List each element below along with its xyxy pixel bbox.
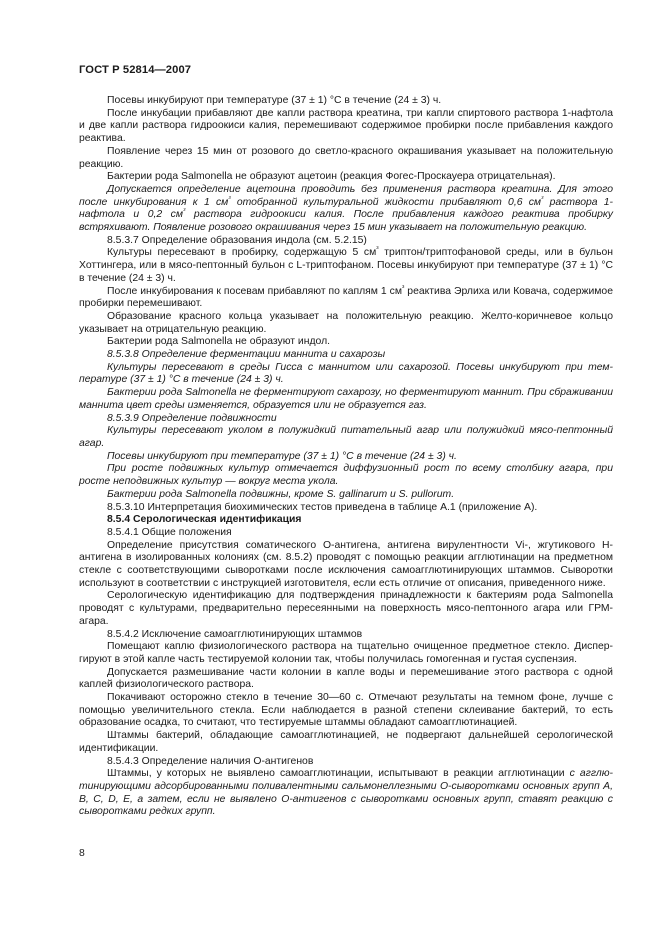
- paragraph: Появление через 15 мин от розового до светло-красного окрашивания указывает на положительную реакцию.: [79, 145, 613, 170]
- paragraph: После инкубации прибавляют две капли раствора креатина, три капли спиртового раствора 1-нафтола и две капли раствора гидроокиси калия, перемешивают содержимое пробирки после прибавления каждого реактива.: [79, 107, 613, 145]
- paragraph: Образование красного кольца указывает на положительную реакцию. Желто-коричневое кольцо указывает на отрицательную реакцию.: [79, 310, 613, 335]
- paragraph: 8.5.3.9 Определение подвижности: [107, 412, 277, 424]
- paragraph: Покачивают осторожно стекло в течение 30—60 с. Отмечают результаты на темном фоне, лучше с помощью увеличительного стекла. Если наблюдается в разной степени склеивание бактерий, то есть образование осадка, то считают, что тестируемые штаммы обладают самоагглютинацией.: [79, 692, 613, 729]
- paragraph: 8.5.4.3 Определение наличия О-антигенов: [107, 755, 314, 767]
- paragraph: Культуры пересевают в среды Гисса с маннитом или сахарозой. Посевы инкубируют при температуре (37 ± 1) °С в течение (24 ± 3) ч.: [79, 361, 613, 386]
- page-number: 8: [79, 848, 85, 859]
- document-body: [79, 95, 613, 819]
- document-header: ГОСТ Р 52814—2007: [79, 64, 192, 76]
- paragraph: Штаммы бактерий, обладающие самоагглютинацией, не подвергают дальнейшей серологической идентификации.: [79, 730, 613, 754]
- paragraph: Культуры пересевают уколом в полужидкий питательный агар или полужидкий мясо-пептонный агар.: [79, 425, 613, 449]
- paragraph: 8.5.3.7 Определение образования индола (см. 5.2.15): [107, 234, 367, 246]
- paragraph: Посевы инкубируют при температуре (37 ± 1) °С в течение (24 ± 3) ч.: [107, 450, 457, 462]
- paragraph: [79, 768, 613, 819]
- paragraph: 8.5.4 Серологическая идентификация: [107, 514, 302, 526]
- paragraph: Серологическую идентификацию для подтверждения принадлежности к бактериям рода Salmonella проводят с культурами, предварительно пересеянными на поверхность мясо-пептонного агара или ГРМ-агара.: [79, 590, 613, 627]
- paragraph: Бактерии рода Salmonella подвижны, кроме S. gallinarum и S. pullorum.: [107, 488, 455, 500]
- paragraph: Бактерии рода Salmonella не ферментируют сахарозу, но ферментируют маннит. При сбраживании маннита цвет среды изменяется, образуется или не образуется газ.: [79, 387, 614, 411]
- paragraph: Помещают каплю физиологического раствора на тщательно очищенное предметное стекло. Диспергируют в этой капле часть тестируемой колонии так, чтобы получилась гомогенная и густая суспензия.: [79, 641, 613, 665]
- paragraph-italic-rest: с агглютинирующими адсорбированными поливалентными сальмонеллезными О-сыворотками основных групп А, В, С, D, Е, а затем, если не выявлено О-антигенов с сыворотками основных групп, ставят реакцию с сыворотками редких групп.: [79, 768, 613, 818]
- paragraph: Бактерии рода Salmonella не образуют индол.: [107, 336, 331, 348]
- paragraph: Бактерии рода Salmonella не образуют ацетоин (реакция Фогес-Проскауера отрицательная).: [107, 171, 556, 183]
- paragraph: При росте подвижных культур отмечается диффузионный рост по всему столбику агара, при росте неподвижных культур — вокруг места укола.: [79, 463, 613, 488]
- paragraph: Определение присутствия соматического О-антигена, антигена вирулентности Vi-, жгутикового Н-антигена в изолированных колониях (см. 8.5.2) проводят с помощью реакции агглютинации на предметном стекле с соответствующими сыворотками после исключения самоагглютинирующих штаммов. Сыворотки используют в соответствии с инструкцией изготовителя, если есть отличие от описания, приведенного ниже.: [79, 539, 613, 589]
- paragraph: Культуры пересевают в пробирку, содержащую 5 $см^{^3}$ триптон/триптофановой среды, или в бульон Хоттингера, или в мясо-пептонный бульон с L-триптофаном. Посевы инкубируют при температуре (37 ± 1) °С в течение (24 ± 3) ч.: [79, 246, 613, 284]
- paragraph: Посевы инкубируют при температуре (37 ± 1) °С в течение (24 ± 3) ч.: [107, 95, 442, 106]
- paragraph: 8.5.4.2 Исключение самоагглютинирующих штаммов: [107, 628, 363, 640]
- paragraph: 8.5.3.10 Интерпретация биохимических тестов приведена в таблице А.1 (приложение А).: [107, 501, 538, 513]
- paragraph: Допускается размешивание части колонии в капле воды и перемешивание этого раствора с одной каплей физиологического раствора.: [79, 666, 613, 691]
- paragraph: 8.5.3.8 Определение ферментации маннита и сахарозы: [107, 349, 386, 361]
- paragraph: После инкубирования к посевам прибавляют по каплям 1 $см^{^3}$ реактива Эрлиха или Ковача, содержимое пробирки перемешивают.: [79, 284, 613, 310]
- paragraph-lead: Штаммы, у которых не выявлено самоагглютинации, испытывают в реакции агглютинации: [107, 768, 570, 780]
- paragraph: 8.5.4.1 Общие положения: [107, 526, 232, 538]
- paragraph: Допускается определение ацетоина проводить без применения раствора креатина. Для этого после инкубирования к 1 $см^{^3}$ отобранной культуральной жидкости прибавляют 0,6 $см^{^3}$ раствора 1-нафтола и 0,2 $см^{^3}$ раствора гидроокиси калия. После прибавления каждого реактива пробирку встряхивают. Появление розового окрашивания через 15 мин указывает на положительную реакцию.: [79, 183, 614, 234]
